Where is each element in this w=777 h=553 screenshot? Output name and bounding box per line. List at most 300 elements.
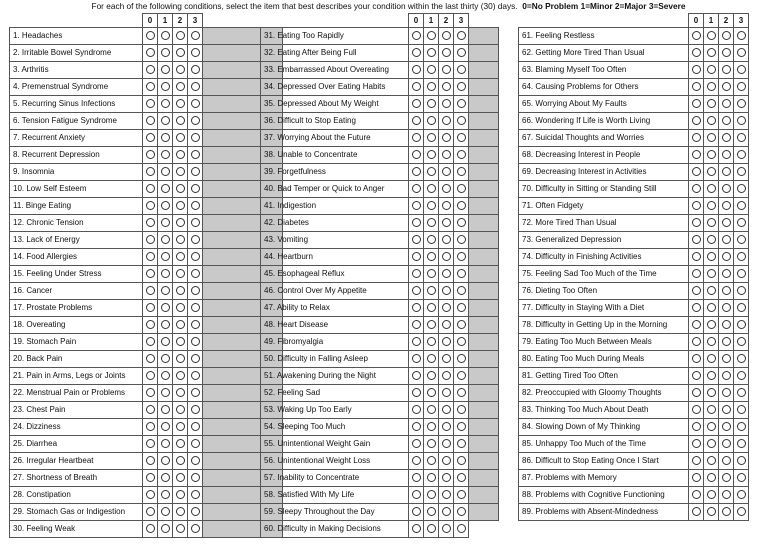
rating-radio-2[interactable] bbox=[722, 31, 731, 40]
rating-radio-3[interactable] bbox=[457, 48, 466, 57]
rating-radio-1[interactable] bbox=[427, 354, 436, 363]
rating-radio-0[interactable] bbox=[412, 116, 421, 125]
rating-radio-1[interactable] bbox=[707, 65, 716, 74]
rating-radio-2[interactable] bbox=[176, 31, 185, 40]
rating-radio-2[interactable] bbox=[442, 133, 451, 142]
rating-radio-1[interactable] bbox=[161, 116, 170, 125]
rating-radio-2[interactable] bbox=[442, 473, 451, 482]
rating-radio-0[interactable] bbox=[692, 371, 701, 380]
rating-radio-3[interactable] bbox=[737, 133, 746, 142]
rating-radio-0[interactable] bbox=[146, 184, 155, 193]
rating-radio-2[interactable] bbox=[722, 456, 731, 465]
rating-radio-0[interactable] bbox=[692, 48, 701, 57]
rating-radio-3[interactable] bbox=[737, 201, 746, 210]
rating-radio-1[interactable] bbox=[427, 473, 436, 482]
rating-radio-1[interactable] bbox=[427, 99, 436, 108]
rating-radio-0[interactable] bbox=[692, 320, 701, 329]
rating-radio-3[interactable] bbox=[457, 116, 466, 125]
rating-radio-3[interactable] bbox=[191, 133, 200, 142]
rating-radio-3[interactable] bbox=[457, 388, 466, 397]
rating-radio-3[interactable] bbox=[191, 184, 200, 193]
rating-radio-0[interactable] bbox=[692, 252, 701, 261]
rating-radio-1[interactable] bbox=[161, 218, 170, 227]
rating-radio-2[interactable] bbox=[722, 133, 731, 142]
rating-radio-3[interactable] bbox=[457, 473, 466, 482]
rating-radio-1[interactable] bbox=[161, 320, 170, 329]
rating-radio-1[interactable] bbox=[707, 286, 716, 295]
rating-radio-1[interactable] bbox=[707, 269, 716, 278]
rating-radio-2[interactable] bbox=[722, 405, 731, 414]
rating-radio-3[interactable] bbox=[737, 507, 746, 516]
rating-radio-2[interactable] bbox=[176, 405, 185, 414]
rating-radio-2[interactable] bbox=[722, 82, 731, 91]
rating-radio-2[interactable] bbox=[722, 286, 731, 295]
rating-radio-3[interactable] bbox=[457, 99, 466, 108]
rating-radio-1[interactable] bbox=[161, 48, 170, 57]
rating-radio-0[interactable] bbox=[146, 235, 155, 244]
rating-radio-3[interactable] bbox=[191, 337, 200, 346]
rating-radio-1[interactable] bbox=[707, 473, 716, 482]
rating-radio-1[interactable] bbox=[427, 31, 436, 40]
rating-radio-3[interactable] bbox=[737, 48, 746, 57]
rating-radio-2[interactable] bbox=[722, 507, 731, 516]
rating-radio-3[interactable] bbox=[457, 65, 466, 74]
rating-radio-0[interactable] bbox=[412, 99, 421, 108]
rating-radio-2[interactable] bbox=[176, 65, 185, 74]
rating-radio-3[interactable] bbox=[737, 405, 746, 414]
rating-radio-3[interactable] bbox=[737, 184, 746, 193]
rating-radio-0[interactable] bbox=[146, 405, 155, 414]
rating-radio-3[interactable] bbox=[737, 167, 746, 176]
rating-radio-0[interactable] bbox=[146, 201, 155, 210]
rating-radio-3[interactable] bbox=[457, 303, 466, 312]
rating-radio-3[interactable] bbox=[737, 456, 746, 465]
rating-radio-3[interactable] bbox=[191, 150, 200, 159]
rating-radio-1[interactable] bbox=[427, 167, 436, 176]
rating-radio-0[interactable] bbox=[692, 388, 701, 397]
rating-radio-0[interactable] bbox=[412, 524, 421, 533]
rating-radio-0[interactable] bbox=[412, 252, 421, 261]
rating-radio-0[interactable] bbox=[412, 388, 421, 397]
rating-radio-2[interactable] bbox=[442, 507, 451, 516]
rating-radio-1[interactable] bbox=[161, 354, 170, 363]
rating-radio-2[interactable] bbox=[722, 99, 731, 108]
rating-radio-1[interactable] bbox=[161, 524, 170, 533]
rating-radio-1[interactable] bbox=[707, 422, 716, 431]
rating-radio-0[interactable] bbox=[412, 82, 421, 91]
rating-radio-2[interactable] bbox=[176, 82, 185, 91]
rating-radio-0[interactable] bbox=[692, 116, 701, 125]
rating-radio-1[interactable] bbox=[427, 252, 436, 261]
rating-radio-1[interactable] bbox=[427, 337, 436, 346]
rating-radio-1[interactable] bbox=[707, 116, 716, 125]
rating-radio-3[interactable] bbox=[737, 286, 746, 295]
rating-radio-2[interactable] bbox=[176, 473, 185, 482]
rating-radio-1[interactable] bbox=[707, 201, 716, 210]
rating-radio-2[interactable] bbox=[176, 388, 185, 397]
rating-radio-0[interactable] bbox=[146, 99, 155, 108]
rating-radio-2[interactable] bbox=[442, 490, 451, 499]
rating-radio-3[interactable] bbox=[737, 31, 746, 40]
rating-radio-0[interactable] bbox=[692, 422, 701, 431]
rating-radio-0[interactable] bbox=[692, 507, 701, 516]
rating-radio-1[interactable] bbox=[427, 218, 436, 227]
rating-radio-0[interactable] bbox=[692, 201, 701, 210]
rating-radio-2[interactable] bbox=[722, 354, 731, 363]
rating-radio-3[interactable] bbox=[737, 473, 746, 482]
rating-radio-3[interactable] bbox=[457, 320, 466, 329]
rating-radio-3[interactable] bbox=[737, 354, 746, 363]
rating-radio-0[interactable] bbox=[412, 405, 421, 414]
rating-radio-3[interactable] bbox=[191, 65, 200, 74]
rating-radio-1[interactable] bbox=[427, 405, 436, 414]
rating-radio-0[interactable] bbox=[692, 31, 701, 40]
rating-radio-0[interactable] bbox=[146, 320, 155, 329]
rating-radio-3[interactable] bbox=[191, 269, 200, 278]
rating-radio-1[interactable] bbox=[707, 303, 716, 312]
rating-radio-3[interactable] bbox=[457, 507, 466, 516]
rating-radio-0[interactable] bbox=[692, 167, 701, 176]
rating-radio-1[interactable] bbox=[707, 337, 716, 346]
rating-radio-0[interactable] bbox=[412, 235, 421, 244]
rating-radio-3[interactable] bbox=[457, 405, 466, 414]
rating-radio-1[interactable] bbox=[427, 269, 436, 278]
rating-radio-1[interactable] bbox=[707, 167, 716, 176]
rating-radio-2[interactable] bbox=[176, 252, 185, 261]
rating-radio-1[interactable] bbox=[161, 133, 170, 142]
rating-radio-2[interactable] bbox=[176, 48, 185, 57]
rating-radio-1[interactable] bbox=[707, 405, 716, 414]
rating-radio-3[interactable] bbox=[191, 320, 200, 329]
rating-radio-2[interactable] bbox=[722, 422, 731, 431]
rating-radio-0[interactable] bbox=[146, 150, 155, 159]
rating-radio-3[interactable] bbox=[737, 337, 746, 346]
rating-radio-2[interactable] bbox=[722, 490, 731, 499]
rating-radio-0[interactable] bbox=[146, 269, 155, 278]
rating-radio-3[interactable] bbox=[457, 31, 466, 40]
rating-radio-2[interactable] bbox=[442, 439, 451, 448]
rating-radio-3[interactable] bbox=[457, 252, 466, 261]
rating-radio-3[interactable] bbox=[191, 218, 200, 227]
rating-radio-0[interactable] bbox=[412, 48, 421, 57]
rating-radio-1[interactable] bbox=[707, 507, 716, 516]
rating-radio-0[interactable] bbox=[412, 303, 421, 312]
rating-radio-0[interactable] bbox=[412, 354, 421, 363]
rating-radio-1[interactable] bbox=[427, 235, 436, 244]
rating-radio-1[interactable] bbox=[427, 490, 436, 499]
rating-radio-0[interactable] bbox=[146, 31, 155, 40]
rating-radio-3[interactable] bbox=[191, 252, 200, 261]
rating-radio-2[interactable] bbox=[442, 65, 451, 74]
rating-radio-1[interactable] bbox=[427, 524, 436, 533]
rating-radio-2[interactable] bbox=[442, 303, 451, 312]
rating-radio-1[interactable] bbox=[161, 167, 170, 176]
rating-radio-2[interactable] bbox=[176, 456, 185, 465]
rating-radio-0[interactable] bbox=[146, 252, 155, 261]
rating-radio-0[interactable] bbox=[412, 65, 421, 74]
rating-radio-2[interactable] bbox=[442, 524, 451, 533]
rating-radio-1[interactable] bbox=[707, 218, 716, 227]
rating-radio-0[interactable] bbox=[146, 524, 155, 533]
rating-radio-0[interactable] bbox=[146, 473, 155, 482]
rating-radio-3[interactable] bbox=[191, 303, 200, 312]
rating-radio-2[interactable] bbox=[722, 371, 731, 380]
rating-radio-1[interactable] bbox=[161, 388, 170, 397]
rating-radio-2[interactable] bbox=[176, 422, 185, 431]
rating-radio-0[interactable] bbox=[412, 218, 421, 227]
rating-radio-2[interactable] bbox=[722, 150, 731, 159]
rating-radio-2[interactable] bbox=[176, 507, 185, 516]
rating-radio-1[interactable] bbox=[161, 303, 170, 312]
rating-radio-1[interactable] bbox=[427, 371, 436, 380]
rating-radio-2[interactable] bbox=[722, 184, 731, 193]
rating-radio-0[interactable] bbox=[146, 456, 155, 465]
rating-radio-0[interactable] bbox=[146, 490, 155, 499]
rating-radio-1[interactable] bbox=[707, 150, 716, 159]
rating-radio-3[interactable] bbox=[457, 218, 466, 227]
rating-radio-3[interactable] bbox=[191, 235, 200, 244]
rating-radio-3[interactable] bbox=[737, 65, 746, 74]
rating-radio-1[interactable] bbox=[161, 456, 170, 465]
rating-radio-1[interactable] bbox=[707, 82, 716, 91]
rating-radio-3[interactable] bbox=[191, 354, 200, 363]
rating-radio-3[interactable] bbox=[191, 405, 200, 414]
rating-radio-2[interactable] bbox=[442, 116, 451, 125]
rating-radio-0[interactable] bbox=[412, 507, 421, 516]
rating-radio-2[interactable] bbox=[176, 303, 185, 312]
rating-radio-3[interactable] bbox=[191, 490, 200, 499]
rating-radio-2[interactable] bbox=[176, 269, 185, 278]
rating-radio-3[interactable] bbox=[457, 201, 466, 210]
rating-radio-3[interactable] bbox=[191, 99, 200, 108]
rating-radio-2[interactable] bbox=[722, 167, 731, 176]
rating-radio-1[interactable] bbox=[707, 235, 716, 244]
rating-radio-0[interactable] bbox=[412, 371, 421, 380]
rating-radio-1[interactable] bbox=[427, 82, 436, 91]
rating-radio-2[interactable] bbox=[176, 524, 185, 533]
rating-radio-0[interactable] bbox=[146, 167, 155, 176]
rating-radio-1[interactable] bbox=[161, 201, 170, 210]
rating-radio-3[interactable] bbox=[737, 116, 746, 125]
rating-radio-1[interactable] bbox=[161, 507, 170, 516]
rating-radio-0[interactable] bbox=[146, 354, 155, 363]
rating-radio-1[interactable] bbox=[707, 31, 716, 40]
rating-radio-2[interactable] bbox=[442, 286, 451, 295]
rating-radio-2[interactable] bbox=[442, 82, 451, 91]
rating-radio-0[interactable] bbox=[412, 320, 421, 329]
rating-radio-1[interactable] bbox=[161, 184, 170, 193]
rating-radio-2[interactable] bbox=[442, 150, 451, 159]
rating-radio-1[interactable] bbox=[427, 320, 436, 329]
rating-radio-0[interactable] bbox=[692, 303, 701, 312]
rating-radio-0[interactable] bbox=[412, 269, 421, 278]
rating-radio-1[interactable] bbox=[161, 286, 170, 295]
rating-radio-1[interactable] bbox=[161, 82, 170, 91]
rating-radio-0[interactable] bbox=[146, 218, 155, 227]
rating-radio-1[interactable] bbox=[427, 65, 436, 74]
rating-radio-2[interactable] bbox=[442, 354, 451, 363]
rating-radio-2[interactable] bbox=[176, 167, 185, 176]
rating-radio-1[interactable] bbox=[707, 184, 716, 193]
rating-radio-3[interactable] bbox=[457, 490, 466, 499]
rating-radio-2[interactable] bbox=[176, 201, 185, 210]
rating-radio-2[interactable] bbox=[176, 286, 185, 295]
rating-radio-2[interactable] bbox=[442, 218, 451, 227]
rating-radio-2[interactable] bbox=[442, 201, 451, 210]
rating-radio-2[interactable] bbox=[722, 218, 731, 227]
rating-radio-1[interactable] bbox=[161, 371, 170, 380]
rating-radio-2[interactable] bbox=[442, 405, 451, 414]
rating-radio-0[interactable] bbox=[146, 388, 155, 397]
rating-radio-2[interactable] bbox=[442, 184, 451, 193]
rating-radio-1[interactable] bbox=[707, 354, 716, 363]
rating-radio-2[interactable] bbox=[442, 31, 451, 40]
rating-radio-3[interactable] bbox=[191, 286, 200, 295]
rating-radio-2[interactable] bbox=[176, 133, 185, 142]
rating-radio-0[interactable] bbox=[692, 269, 701, 278]
rating-radio-2[interactable] bbox=[176, 371, 185, 380]
rating-radio-3[interactable] bbox=[737, 490, 746, 499]
rating-radio-3[interactable] bbox=[457, 82, 466, 91]
rating-radio-1[interactable] bbox=[427, 388, 436, 397]
rating-radio-0[interactable] bbox=[146, 65, 155, 74]
rating-radio-3[interactable] bbox=[737, 422, 746, 431]
rating-radio-1[interactable] bbox=[161, 405, 170, 414]
rating-radio-2[interactable] bbox=[176, 490, 185, 499]
rating-radio-1[interactable] bbox=[427, 201, 436, 210]
rating-radio-2[interactable] bbox=[442, 269, 451, 278]
rating-radio-3[interactable] bbox=[191, 524, 200, 533]
rating-radio-1[interactable] bbox=[427, 422, 436, 431]
rating-radio-3[interactable] bbox=[737, 303, 746, 312]
rating-radio-1[interactable] bbox=[427, 286, 436, 295]
rating-radio-0[interactable] bbox=[146, 48, 155, 57]
rating-radio-2[interactable] bbox=[176, 99, 185, 108]
rating-radio-0[interactable] bbox=[692, 184, 701, 193]
rating-radio-3[interactable] bbox=[457, 133, 466, 142]
rating-radio-0[interactable] bbox=[146, 422, 155, 431]
rating-radio-2[interactable] bbox=[176, 184, 185, 193]
rating-radio-3[interactable] bbox=[457, 371, 466, 380]
rating-radio-1[interactable] bbox=[427, 184, 436, 193]
rating-radio-1[interactable] bbox=[161, 422, 170, 431]
rating-radio-1[interactable] bbox=[161, 337, 170, 346]
rating-radio-3[interactable] bbox=[191, 439, 200, 448]
rating-radio-1[interactable] bbox=[427, 439, 436, 448]
rating-radio-0[interactable] bbox=[692, 354, 701, 363]
rating-radio-2[interactable] bbox=[176, 150, 185, 159]
rating-radio-3[interactable] bbox=[191, 48, 200, 57]
rating-radio-2[interactable] bbox=[176, 439, 185, 448]
rating-radio-2[interactable] bbox=[442, 99, 451, 108]
rating-radio-0[interactable] bbox=[412, 167, 421, 176]
rating-radio-0[interactable] bbox=[692, 456, 701, 465]
rating-radio-0[interactable] bbox=[146, 133, 155, 142]
rating-radio-0[interactable] bbox=[146, 303, 155, 312]
rating-radio-2[interactable] bbox=[442, 422, 451, 431]
rating-radio-3[interactable] bbox=[191, 456, 200, 465]
rating-radio-3[interactable] bbox=[191, 116, 200, 125]
rating-radio-2[interactable] bbox=[442, 320, 451, 329]
rating-radio-3[interactable] bbox=[457, 269, 466, 278]
rating-radio-3[interactable] bbox=[737, 320, 746, 329]
rating-radio-1[interactable] bbox=[427, 303, 436, 312]
rating-radio-3[interactable] bbox=[457, 354, 466, 363]
rating-radio-1[interactable] bbox=[161, 235, 170, 244]
rating-radio-2[interactable] bbox=[722, 65, 731, 74]
rating-radio-2[interactable] bbox=[722, 48, 731, 57]
rating-radio-0[interactable] bbox=[412, 473, 421, 482]
rating-radio-1[interactable] bbox=[707, 439, 716, 448]
rating-radio-2[interactable] bbox=[176, 337, 185, 346]
rating-radio-2[interactable] bbox=[442, 337, 451, 346]
rating-radio-0[interactable] bbox=[692, 150, 701, 159]
rating-radio-1[interactable] bbox=[161, 150, 170, 159]
rating-radio-0[interactable] bbox=[692, 405, 701, 414]
rating-radio-0[interactable] bbox=[412, 133, 421, 142]
rating-radio-3[interactable] bbox=[737, 252, 746, 261]
rating-radio-2[interactable] bbox=[442, 252, 451, 261]
rating-radio-0[interactable] bbox=[692, 235, 701, 244]
rating-radio-0[interactable] bbox=[692, 99, 701, 108]
rating-radio-2[interactable] bbox=[722, 269, 731, 278]
rating-radio-3[interactable] bbox=[191, 388, 200, 397]
rating-radio-2[interactable] bbox=[722, 439, 731, 448]
rating-radio-1[interactable] bbox=[427, 150, 436, 159]
rating-radio-1[interactable] bbox=[707, 133, 716, 142]
rating-radio-3[interactable] bbox=[457, 286, 466, 295]
rating-radio-0[interactable] bbox=[412, 286, 421, 295]
rating-radio-1[interactable] bbox=[161, 31, 170, 40]
rating-radio-1[interactable] bbox=[161, 490, 170, 499]
rating-radio-2[interactable] bbox=[442, 388, 451, 397]
rating-radio-1[interactable] bbox=[427, 48, 436, 57]
rating-radio-1[interactable] bbox=[707, 371, 716, 380]
rating-radio-1[interactable] bbox=[161, 439, 170, 448]
rating-radio-2[interactable] bbox=[722, 473, 731, 482]
rating-radio-1[interactable] bbox=[161, 252, 170, 261]
rating-radio-3[interactable] bbox=[737, 269, 746, 278]
rating-radio-1[interactable] bbox=[707, 48, 716, 57]
rating-radio-3[interactable] bbox=[191, 201, 200, 210]
rating-radio-1[interactable] bbox=[161, 65, 170, 74]
rating-radio-0[interactable] bbox=[412, 337, 421, 346]
rating-radio-0[interactable] bbox=[692, 490, 701, 499]
rating-radio-0[interactable] bbox=[412, 150, 421, 159]
rating-radio-3[interactable] bbox=[457, 439, 466, 448]
rating-radio-0[interactable] bbox=[412, 31, 421, 40]
rating-radio-2[interactable] bbox=[722, 116, 731, 125]
rating-radio-1[interactable] bbox=[427, 507, 436, 516]
rating-radio-2[interactable] bbox=[722, 337, 731, 346]
rating-radio-3[interactable] bbox=[737, 82, 746, 91]
rating-radio-0[interactable] bbox=[146, 507, 155, 516]
rating-radio-3[interactable] bbox=[457, 150, 466, 159]
rating-radio-1[interactable] bbox=[707, 388, 716, 397]
rating-radio-2[interactable] bbox=[176, 218, 185, 227]
rating-radio-1[interactable] bbox=[707, 99, 716, 108]
rating-radio-3[interactable] bbox=[737, 99, 746, 108]
rating-radio-3[interactable] bbox=[457, 422, 466, 431]
rating-radio-2[interactable] bbox=[176, 320, 185, 329]
rating-radio-0[interactable] bbox=[412, 201, 421, 210]
rating-radio-0[interactable] bbox=[692, 218, 701, 227]
rating-radio-2[interactable] bbox=[722, 201, 731, 210]
rating-radio-3[interactable] bbox=[191, 371, 200, 380]
rating-radio-0[interactable] bbox=[146, 82, 155, 91]
rating-radio-0[interactable] bbox=[146, 116, 155, 125]
rating-radio-3[interactable] bbox=[457, 456, 466, 465]
